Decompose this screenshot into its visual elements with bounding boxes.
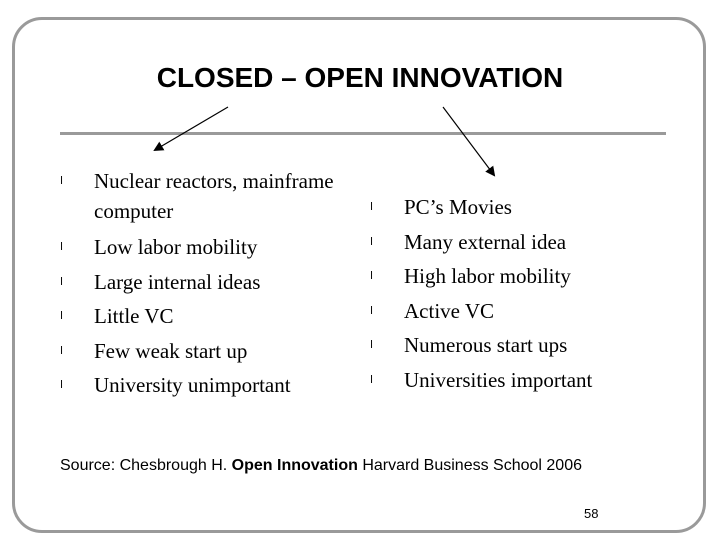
source-suffix: Harvard Business School 2006 [357, 457, 582, 474]
list-item-text: Many external idea [404, 229, 567, 254]
list-item-text: High labor mobility [404, 264, 571, 288]
bullet-icon: l [370, 303, 374, 317]
bullet-icon: l [370, 372, 374, 386]
arrow-right [443, 107, 494, 175]
list-item [60, 166, 360, 226]
list-item-text: Little VC [94, 304, 174, 328]
source-prefix: Source: Chesbrough H. [60, 457, 232, 474]
source-citation [60, 456, 620, 476]
bullet-icon: l [60, 309, 64, 322]
list-item [60, 299, 360, 334]
bullet-icon: l [60, 174, 64, 187]
bullet-icon: l [370, 234, 374, 248]
list-item [370, 294, 690, 329]
list-item [370, 190, 690, 225]
bullet-icon: l [60, 240, 64, 253]
slide-title: CLOSED – OPEN INNOVATION [156, 62, 564, 93]
list-item [60, 368, 360, 403]
arrow-left [155, 107, 228, 150]
list-item-text: Universities important [404, 367, 593, 392]
list-item [60, 230, 360, 265]
bullet-icon: l [60, 274, 64, 288]
bullet-icon: l [60, 378, 64, 391]
list-item [370, 259, 690, 294]
bullet-icon: l [60, 343, 64, 357]
list-item [370, 225, 690, 260]
bullet-icon: l [370, 269, 374, 282]
list-item-text: Nuclear reactors, mainframe computer [94, 169, 334, 223]
list-item [370, 328, 690, 363]
list-item-text: University unimportant [94, 373, 291, 397]
closed-innovation-list [60, 166, 360, 403]
list-item [60, 334, 360, 369]
list-item-text: PC’s Movies [404, 195, 512, 219]
bullet-icon: l [370, 338, 374, 351]
open-innovation-list [370, 190, 690, 397]
list-item [370, 363, 690, 398]
list-item-text: Numerous start ups [404, 333, 568, 357]
page-number: 58 [584, 506, 599, 521]
list-item-text: Few weak start up [94, 338, 248, 363]
list-item-text: Large internal ideas [94, 269, 261, 294]
bullet-icon: l [370, 200, 374, 213]
source-book-title: Open Innovation [231, 457, 358, 474]
list-item [60, 265, 360, 300]
list-item-text: Active VC [404, 298, 495, 323]
list-item-text: Low labor mobility [94, 235, 258, 259]
